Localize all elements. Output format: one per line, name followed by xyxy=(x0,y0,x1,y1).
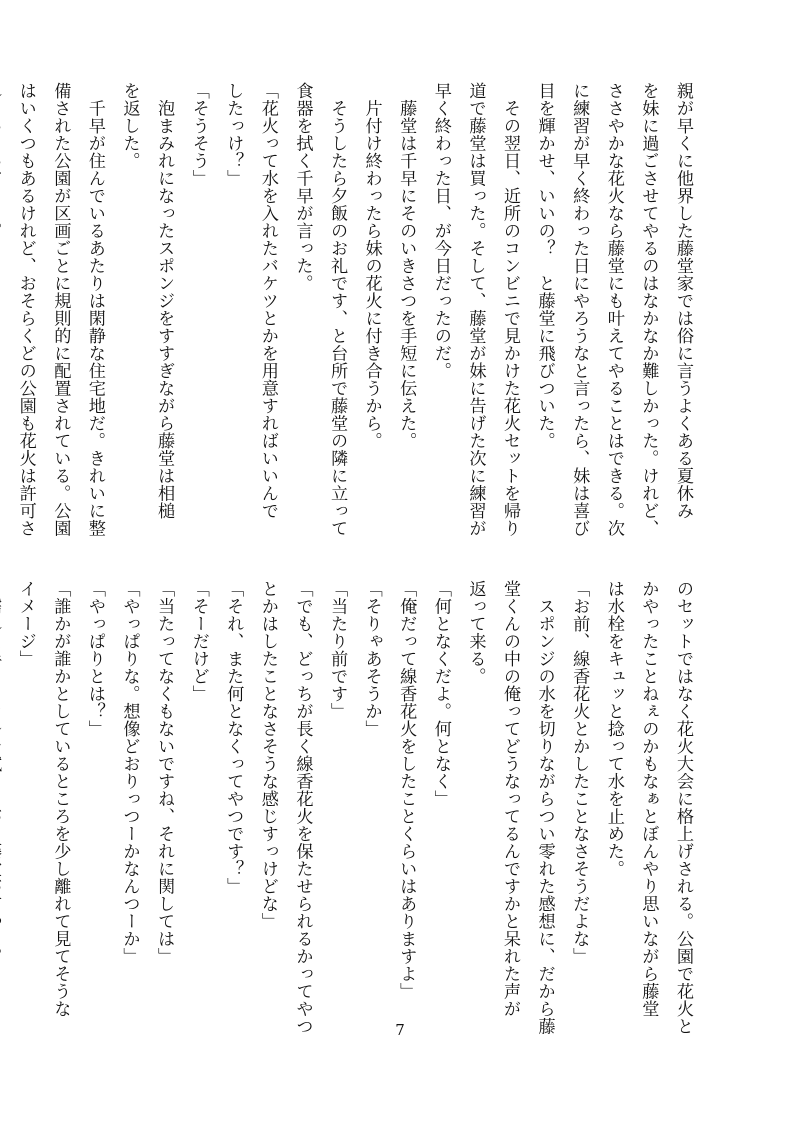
text-line: ささやかな花火なら藤堂にも叶えてやることはできる。次 xyxy=(603,82,624,537)
text-line: を妹に過ごさせてやるのはなかなか難しかった。けれど、 xyxy=(638,82,659,537)
text-line: はいくつもあるけれど、おそらくどの公園も花火は許可さ xyxy=(15,82,36,537)
text-line: 目を輝かせ、いいの？ と藤堂に飛びついた。 xyxy=(534,82,555,450)
text-line: 千早が住んでいるあたりは閑静な住宅地だ。きれいに整 xyxy=(84,82,105,537)
text-line: 「それ、また何となくってやつです？」 xyxy=(223,580,244,895)
text-line: 「でも、どっちが長く線香花火を保たせられるかってやつ xyxy=(292,580,313,1035)
text-line: 「そーだけど」 xyxy=(188,580,209,703)
text-line: かやったことねぇのかもなぁとぼんやり思いながら藤堂 xyxy=(638,580,659,1018)
text-line: 「俺だって線香花火をしたことくらいはありますよ」 xyxy=(396,580,417,1000)
text-line: 早く終わった日、が今日だったのだ。 xyxy=(430,82,451,380)
page-number: 7 xyxy=(395,1021,405,1039)
text-line: 「やっぱりな。想像どおりっつーかなんつーか」 xyxy=(119,580,140,965)
text-line: 「何となくだよ。何となく」 xyxy=(430,580,451,808)
text-line xyxy=(0,82,8,544)
text-line xyxy=(0,580,8,1042)
text-line: 「花火って水を入れたバケツとかを用意すればいいんで xyxy=(257,82,278,520)
text-line: 泡まみれになったスポンジをすすぎながら藤堂は相槌 xyxy=(154,82,175,520)
text-line: 備された公園が区画ごとに規則的に配置されている。公園 xyxy=(50,82,71,537)
text-line: 「誰かが誰かとしているところを少し離れて見てそうな xyxy=(50,580,71,1018)
text-line: したっけ？」 xyxy=(223,82,244,187)
text-block-lower xyxy=(15,580,700,1042)
text-line: 親が早くに他界した藤堂家では俗に言うよくある夏休み xyxy=(673,82,693,520)
text-line: 片付け終わったら妹の花火に付き合うから。 xyxy=(361,82,382,450)
text-line: とかはしたことなさそうな感じすっけどな」 xyxy=(257,580,278,930)
text-line: 「そりゃあそうか」 xyxy=(361,580,382,738)
text-line: 食器を拭く千早が言った。 xyxy=(292,82,313,292)
text-line: 「当たり前です」 xyxy=(327,580,348,720)
text-line: 道で藤堂は買った。そして、藤堂が妹に告げた次に練習が xyxy=(465,82,486,537)
text-line: 「お前、線香花火とかしたことなさそうだよな」 xyxy=(569,580,590,965)
text-line: 藤堂は千早にそのいきさつを手短に伝えた。 xyxy=(396,82,417,450)
text-line: のセットではなく花火大会に格上げされる。公園で花火と xyxy=(673,580,693,1035)
text-block-upper xyxy=(15,82,700,544)
text-line: イメージ」 xyxy=(15,580,36,668)
text-line: 「やっぱりとは？」 xyxy=(84,580,105,738)
text-line: を返した。 xyxy=(119,82,140,170)
text-line: は水栓をキュッと捻って水を止めた。 xyxy=(603,580,624,878)
text-line: そうしたら夕飯のお礼です、と台所で藤堂の隣に立って xyxy=(327,82,348,537)
text-line: 「そうそう」 xyxy=(188,82,209,187)
text-line: その翌日、近所のコンビニで見かけた花火セットを帰り xyxy=(500,82,521,537)
text-line: 堂くんの中の俺ってどうなってるんですかと呆れた声が xyxy=(500,580,521,1018)
text-line: スポンジの水を切りながらつい零れた感想に、だから藤 xyxy=(534,580,555,1035)
text-line: 「当たってなくもないですね、それに関しては」 xyxy=(154,580,175,965)
text-line: に練習が早く終わった日にやろうなと言ったら、妹は喜び xyxy=(569,82,590,537)
text-line: 返って来る。 xyxy=(465,580,486,685)
